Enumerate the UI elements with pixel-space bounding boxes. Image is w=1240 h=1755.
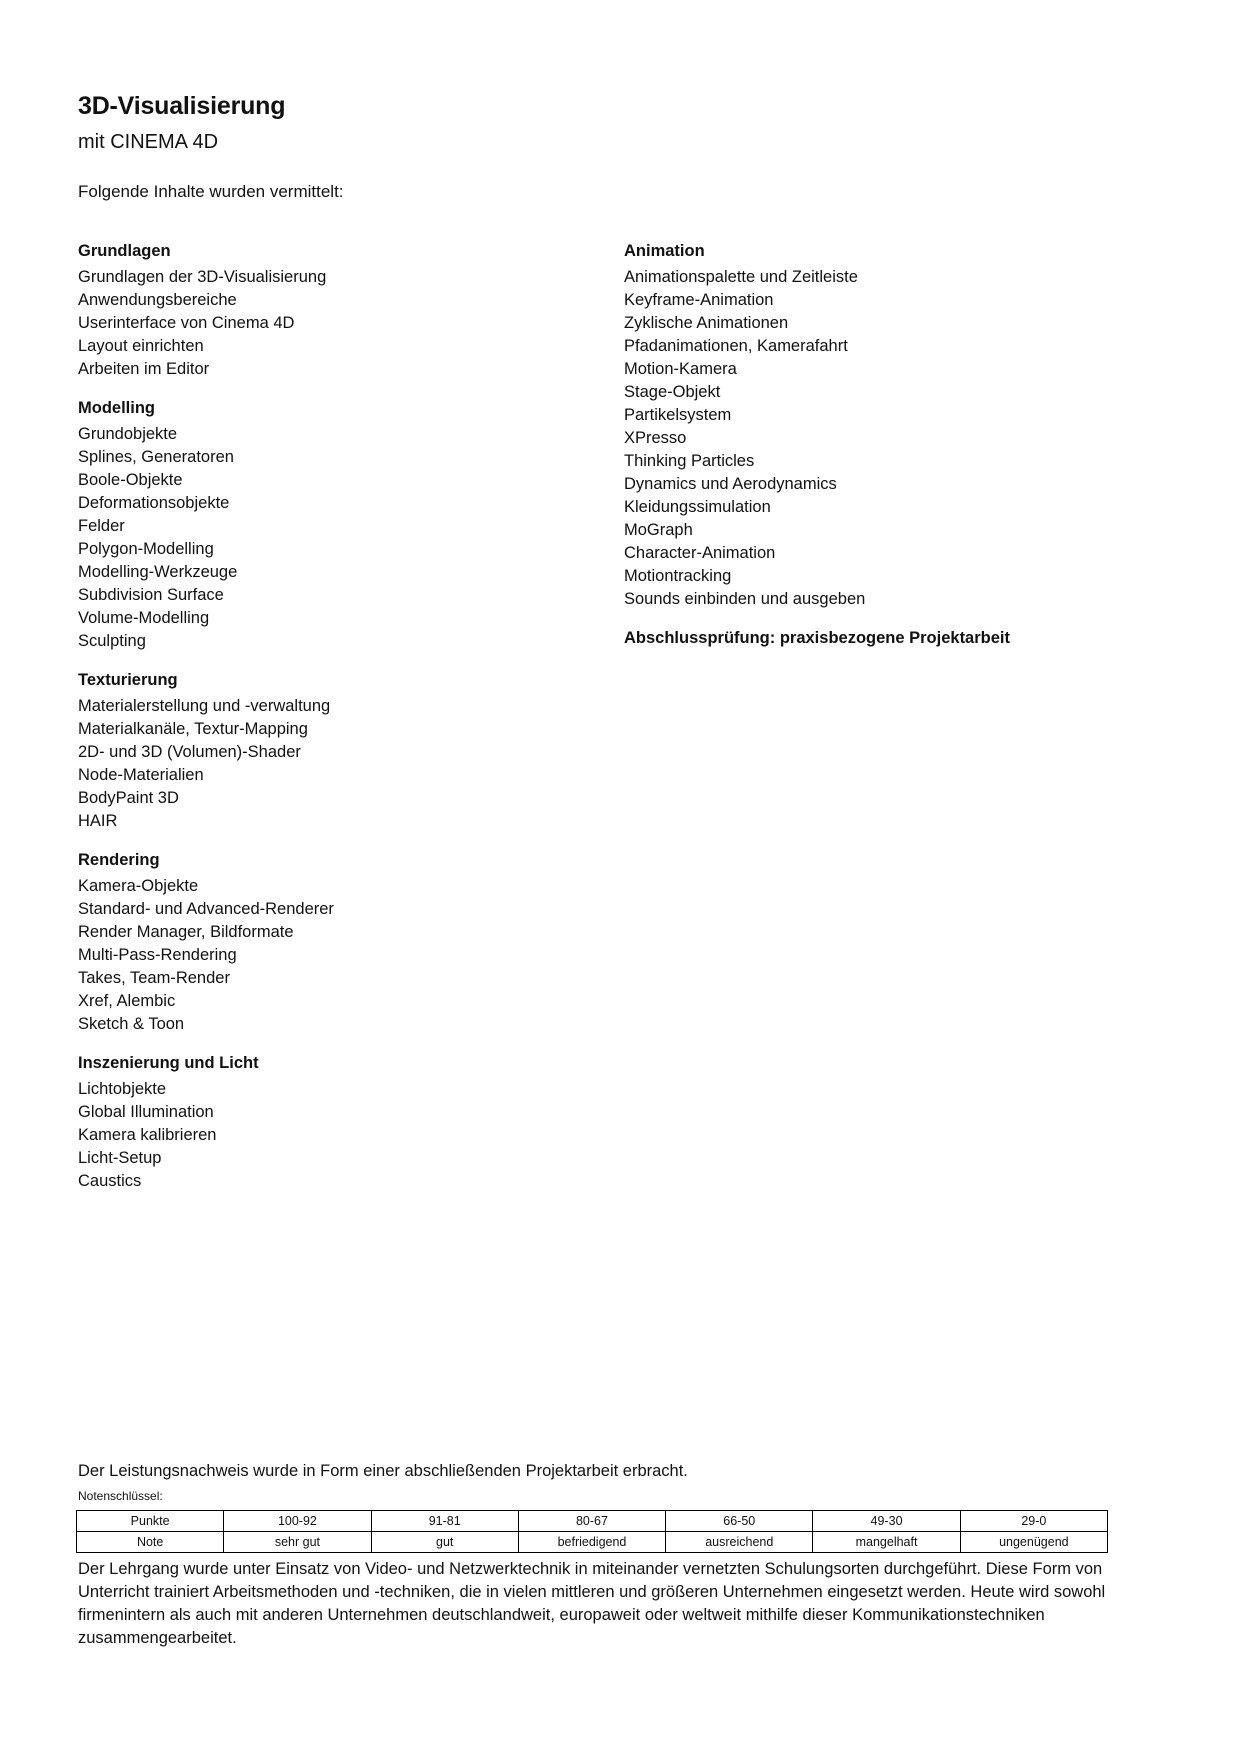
table-cell: 29-0	[960, 1511, 1107, 1532]
table-cell: 80-67	[518, 1511, 665, 1532]
section-list	[78, 423, 598, 653]
list-item: Kamera-Objekte	[78, 877, 199, 895]
footer-text: Der Lehrgang wurde unter Einsatz von Video- und Netzwerktechnik in miteinander vernetzten Schulungsorten durchgeführt. Diese Form von Unterricht trainiert Arbeitsmethoden und -techniken, die in vielen mittleren und größeren Unternehmen eingesetzt werden. Heute wird sowohl firmenintern als auch mit anderen Unternehmen deutschlandweit, europaweit oder weltweit mithilfe dieser Kommunikationstechniken zusammengearbeitet.	[78, 1560, 1106, 1647]
list-item: Caustics	[78, 1172, 142, 1190]
table-cell: sehr gut	[224, 1532, 371, 1553]
section-title: Grundlagen	[78, 242, 171, 260]
section-animation	[624, 240, 1184, 611]
list-item: Grundlagen der 3D-Visualisierung	[78, 268, 327, 286]
list-item: Keyframe-Animation	[624, 291, 774, 309]
list-item: Volume-Modelling	[78, 609, 210, 627]
table-row	[77, 1511, 1108, 1532]
list-item: Motion-Kamera	[624, 360, 737, 378]
section-rendering	[78, 849, 598, 1036]
table-row	[77, 1532, 1108, 1553]
right-sections	[624, 240, 1184, 611]
list-item: Anwendungsbereiche	[78, 291, 237, 309]
list-item: HAIR	[78, 812, 118, 830]
list-item: 2D- und 3D (Volumen)-Shader	[78, 743, 301, 761]
section-list	[78, 1078, 598, 1193]
section-list	[624, 266, 1184, 611]
section-title: Animation	[624, 242, 705, 260]
list-item: Arbeiten im Editor	[78, 360, 210, 378]
table-cell: 100-92	[224, 1511, 371, 1532]
table-cell: gut	[371, 1532, 518, 1553]
table-cell: 49-30	[813, 1511, 960, 1532]
list-item: Xref, Alembic	[78, 992, 176, 1010]
list-item: Deformationsobjekte	[78, 494, 230, 512]
section-inszenierung-und-licht	[78, 1052, 598, 1193]
list-item: Partikelsystem	[624, 406, 732, 424]
page-subtitle: mit CINEMA 4D	[78, 131, 219, 153]
list-item: Standard- und Advanced-Renderer	[78, 900, 334, 918]
list-item: Sketch & Toon	[78, 1015, 185, 1033]
list-item: Multi-Pass-Rendering	[78, 946, 237, 964]
list-item: Takes, Team-Render	[78, 969, 230, 987]
list-item: Licht-Setup	[78, 1149, 162, 1167]
table-cell: Note	[77, 1532, 224, 1553]
list-item: Global Illumination	[78, 1103, 214, 1121]
section-list	[78, 875, 598, 1036]
list-item: Node-Materialien	[78, 766, 204, 784]
list-item: BodyPaint 3D	[78, 789, 179, 807]
list-item: Motiontracking	[624, 567, 732, 585]
table-cell: befriedigend	[518, 1532, 665, 1553]
list-item: Sculpting	[78, 632, 146, 650]
list-item: Subdivision Surface	[78, 586, 224, 604]
list-item: Userinterface von Cinema 4D	[78, 314, 295, 332]
list-item: Modelling-Werkzeuge	[78, 563, 238, 581]
list-item: Layout einrichten	[78, 337, 204, 355]
list-item: Animationspalette und Zeitleiste	[624, 268, 858, 286]
list-item: Polygon-Modelling	[78, 540, 214, 558]
grading-table	[76, 1510, 1108, 1553]
left-column	[78, 240, 598, 1209]
section-grundlagen	[78, 240, 598, 381]
list-item: Sounds einbinden und ausgeben	[624, 590, 866, 608]
exam-line: Abschlussprüfung: praxisbezogene Projektarbeit	[624, 629, 1010, 647]
table-cell: mangelhaft	[813, 1532, 960, 1553]
list-item: XPresso	[624, 429, 687, 447]
section-title: Texturierung	[78, 671, 178, 689]
list-item: Grundobjekte	[78, 425, 178, 443]
table-cell: 66-50	[666, 1511, 813, 1532]
section-texturierung	[78, 669, 598, 833]
grading-label: Notenschlüssel:	[78, 1489, 163, 1503]
list-item: Stage-Objekt	[624, 383, 721, 401]
section-modelling	[78, 397, 598, 653]
list-item: Render Manager, Bildformate	[78, 923, 294, 941]
section-title: Inszenierung und Licht	[78, 1054, 259, 1072]
list-item: Kamera kalibrieren	[78, 1126, 217, 1144]
section-title: Rendering	[78, 851, 160, 869]
table-cell: ungenügend	[960, 1532, 1107, 1553]
intro-text: Folgende Inhalte wurden vermittelt:	[78, 182, 344, 201]
page-title: 3D-Visualisierung	[78, 92, 286, 120]
list-item: Dynamics und Aerodynamics	[624, 475, 837, 493]
list-item: Character-Animation	[624, 544, 776, 562]
performance-note: Der Leistungsnachweis wurde in Form einer abschließenden Projektarbeit erbracht.	[78, 1462, 688, 1480]
list-item: Kleidungssimulation	[624, 498, 771, 516]
list-item: Splines, Generatoren	[78, 448, 234, 466]
table-cell: ausreichend	[666, 1532, 813, 1553]
list-item: Pfadanimationen, Kamerafahrt	[624, 337, 848, 355]
list-item: MoGraph	[624, 521, 693, 539]
list-item: Boole-Objekte	[78, 471, 183, 489]
list-item: Zyklische Animationen	[624, 314, 789, 332]
section-list	[78, 695, 598, 833]
section-list	[78, 266, 598, 381]
list-item: Thinking Particles	[624, 452, 755, 470]
list-item: Materialkanäle, Textur-Mapping	[78, 720, 308, 738]
section-title: Modelling	[78, 399, 155, 417]
list-item: Lichtobjekte	[78, 1080, 167, 1098]
table-cell: Punkte	[77, 1511, 224, 1532]
right-column	[624, 240, 1184, 650]
list-item: Materialerstellung und -verwaltung	[78, 697, 331, 715]
table-cell: 91-81	[371, 1511, 518, 1532]
list-item: Felder	[78, 517, 125, 535]
